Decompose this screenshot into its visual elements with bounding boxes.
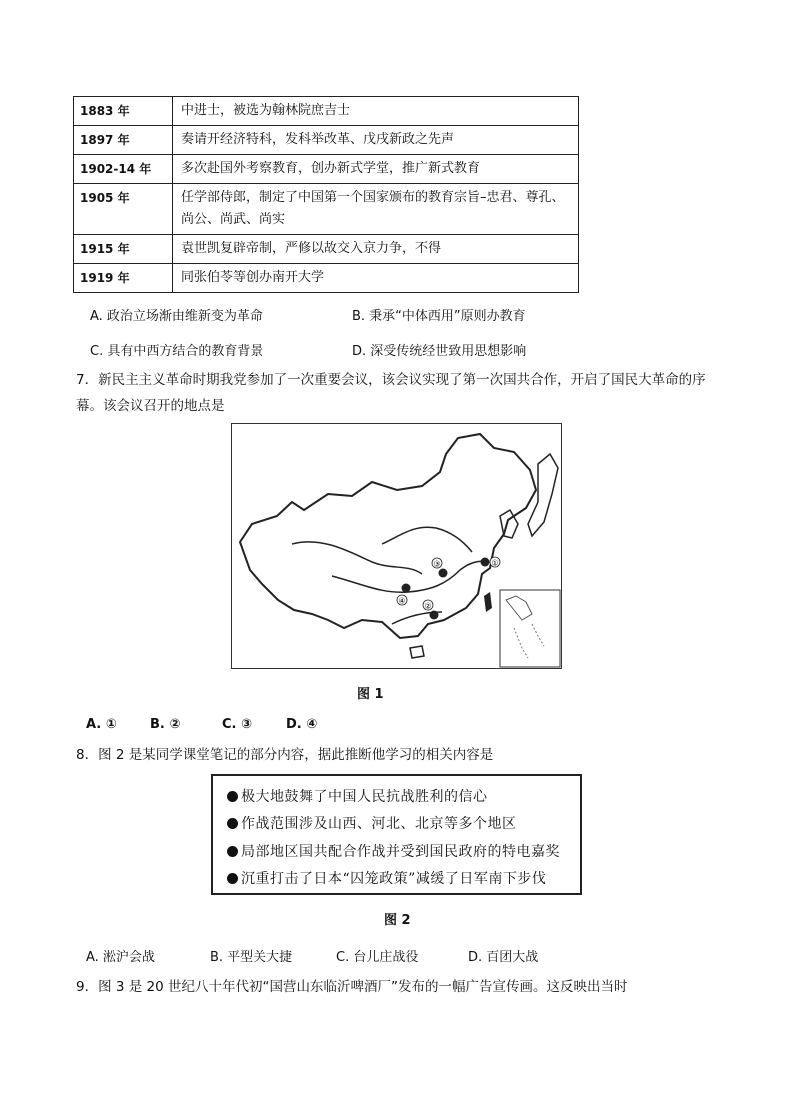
q8-option-b[interactable]: B. 平型关大捷 — [210, 950, 293, 965]
q8-option-c[interactable]: C. 台儿庄战役 — [336, 950, 419, 965]
figure-2-caption: 图 2 — [384, 913, 411, 928]
note-line-4: 沉重打击了日本“囚笼政策”减缓了日军南下步伐 — [227, 868, 546, 888]
year-cell: 1919 年 — [74, 264, 173, 293]
event-cell: 多次赴国外考察教育，创办新式学堂，推广新式教育 — [173, 155, 579, 184]
q7-option-c[interactable]: C. ③ — [222, 717, 253, 732]
table-row — [74, 126, 579, 155]
note-line-1: 极大地鼓舞了中国人民抗战胜利的信心 — [227, 786, 488, 806]
bullet-icon — [227, 818, 238, 829]
timeline-table — [73, 96, 579, 293]
q6-option-a[interactable]: A. 政治立场渐由维新变为革命 — [90, 309, 263, 324]
marker-4 — [397, 584, 411, 606]
q7-stem-line2: 幕。该会议召开的地点是 — [76, 398, 225, 414]
year-cell: 1897 年 — [74, 126, 173, 155]
marker-1-label: ① — [491, 558, 499, 568]
note-line-2: 作战范围涉及山西、河北、北京等多个地区 — [227, 813, 517, 833]
q8-option-a[interactable]: A. 淞沪会战 — [86, 950, 155, 965]
q6-option-d[interactable]: D. 深受传统经世致用思想影响 — [352, 344, 527, 359]
q9-stem: 9．图 3 是 20 世纪八十年代初“国营山东临沂啤酒厂”发布的一幅广告宣传画。这反映出当时 — [76, 979, 628, 995]
table-row — [74, 264, 579, 293]
table-row — [74, 235, 579, 264]
marker-3-label: ③ — [433, 559, 441, 569]
year-cell: 1905 年 — [74, 184, 173, 235]
event-cell: 同张伯苓等创办南开大学 — [173, 264, 579, 293]
china-map-svg — [232, 424, 561, 668]
event-cell: 任学部侍郎，制定了中国第一个国家颁布的教育宗旨–忠君、尊孔、尚公、尚武、尚实 — [173, 184, 579, 235]
q7-option-a[interactable]: A. ① — [86, 717, 117, 732]
bullet-icon — [227, 846, 238, 857]
classroom-notes-figure — [211, 774, 582, 895]
marker-2 — [423, 600, 439, 620]
inner-border-1 — [292, 542, 422, 574]
event-cell: 中进士，被选为翰林院庶吉士 — [173, 97, 579, 126]
q7-stem-line1: 7．新民主主义革命时期我党参加了一次重要会议，该会议实现了第一次国共合作，开启了国民大革命的序 — [76, 372, 706, 388]
marker-2-label: ② — [424, 601, 432, 611]
bullet-icon — [227, 791, 238, 802]
table-row — [74, 97, 579, 126]
q8-option-d[interactable]: D. 百团大战 — [468, 950, 539, 965]
note-line-3: 局部地区国共配合作战并受到国民政府的特电嘉奖 — [227, 841, 560, 861]
year-cell: 1902-14 年 — [74, 155, 173, 184]
hainan-outline — [410, 646, 424, 658]
table-row — [74, 155, 579, 184]
q6-option-b[interactable]: B. 秉承“中体西用”原则办教育 — [352, 309, 526, 324]
event-cell: 袁世凯复辟帝制，严修以故交入京力争，不得 — [173, 235, 579, 264]
q8-stem: 8．图 2 是某同学课堂笔记的部分内容，据此推断他学习的相关内容是 — [76, 747, 494, 763]
year-cell: 1915 年 — [74, 235, 173, 264]
marker-3 — [432, 558, 448, 578]
china-map-figure — [231, 423, 562, 669]
taiwan-outline — [484, 592, 492, 612]
q6-option-c[interactable]: C. 具有中西方结合的教育背景 — [90, 344, 264, 359]
inner-border-2 — [382, 527, 472, 552]
year-cell: 1883 年 — [74, 97, 173, 126]
q7-option-b[interactable]: B. ② — [150, 717, 181, 732]
south-china-sea-inset — [500, 590, 560, 667]
bullet-icon — [227, 873, 238, 884]
table-row — [74, 184, 579, 235]
event-cell: 奏请开经济特科，发科举改革、戊戌新政之先声 — [173, 126, 579, 155]
q7-option-d[interactable]: D. ④ — [286, 717, 318, 732]
marker-4-label: ④ — [398, 596, 406, 606]
figure-1-caption: 图 1 — [357, 687, 384, 702]
